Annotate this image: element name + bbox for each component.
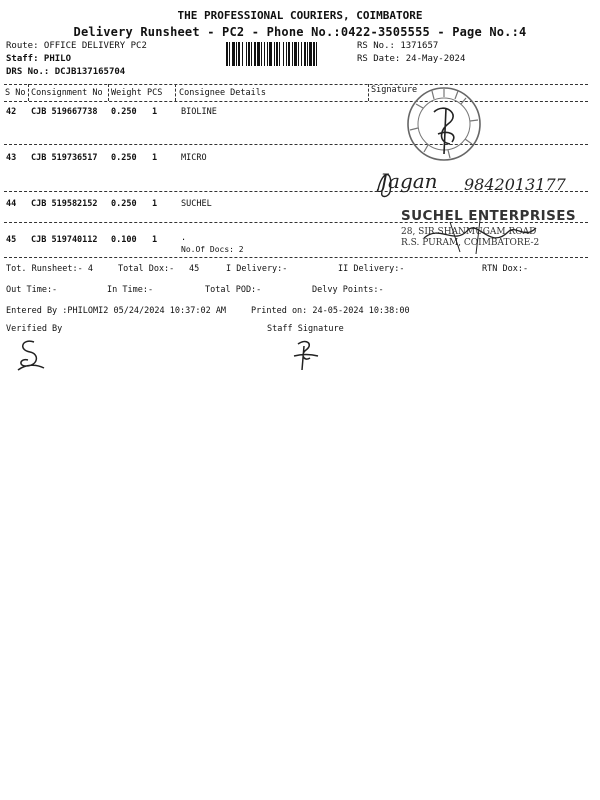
docs-count: No.Of Docs: 2 [181,245,244,254]
i-delivery: I Delivery:- [226,264,288,274]
col-header-consignment: Consignment No [31,88,103,98]
barcode-bar [309,42,312,66]
table-row-sno: 44 [6,199,17,209]
route-label: Route: OFFICE DELIVERY PC2 [6,41,147,51]
barcode-bar [304,42,306,66]
barcode-bar [248,42,250,66]
barcode-bar [236,42,237,66]
total-pod: Total POD:- [205,285,262,295]
company-title: THE PROFESSIONAL COURIERS, COIMBATORE [177,9,423,22]
in-time: In Time:- [107,285,154,295]
table-row-consignment: CJB 519582152 [31,199,98,209]
table-row-pcs: 1 [152,199,158,209]
barcode-bar [313,42,315,66]
col-divider [175,84,176,101]
handwritten-phone: 9842013177 [464,175,566,194]
barcode [226,42,352,66]
stamp-signature-scribble [420,216,540,256]
barcode-bar [292,42,293,66]
table-row-consignee: BIOLINE [181,107,217,117]
verified-by-label: Verified By [6,324,63,334]
barcode-bar [298,42,299,66]
barcode-bar [267,42,268,66]
row-rule [4,144,588,145]
table-row-consignee: SUCHEL [181,199,212,209]
barcode-bar [261,42,262,66]
table-row-consignment: CJB 519736517 [31,153,98,163]
rtn-dox: RTN Dox:- [482,264,529,274]
barcode-bar [242,42,243,66]
barcode-bar [286,42,287,66]
barcode-bar [251,42,252,66]
handwritten-name-phone [376,160,596,200]
table-row-weight: 0.250 [111,199,137,209]
col-header-signature: Signature [371,85,418,95]
printed-on: Printed on: 24-05-2024 10:38:00 [251,306,410,316]
drs-number: DRS No.: DCJB137165704 [6,67,126,77]
barcode-bar [257,42,260,66]
tot-runsheet: Tot. Runsheet:- 4 [6,264,93,274]
barcode-bar [254,42,256,66]
barcode-bar [276,42,278,66]
barcode-bar [264,42,265,66]
table-row-weight: 0.250 [111,153,137,163]
col-divider [28,84,29,101]
col-divider [108,84,109,101]
table-row-consignee: MICRO [181,153,207,163]
table-row-pcs: 1 [152,153,158,163]
table-top-rule [4,84,588,85]
staff-signature-mark [290,336,320,372]
col-header-pcs: PCS [147,88,163,98]
col-header-sno: S No [5,88,26,98]
entered-by: Entered By :PHILOMI2 05/24/2024 10:37:02 AM [6,306,227,316]
col-header-consignee: Consignee Details [179,88,266,98]
delvy-points: Delvy Points:- [312,285,384,295]
table-row-sno: 42 [6,107,17,117]
stamp-line-1: SUCHEL ENTERPRISES [401,208,576,224]
barcode-bar [283,42,284,66]
barcode-bar [238,42,240,66]
table-row-sno: 45 [6,235,17,245]
table-row-weight: 0.250 [111,107,137,117]
total-dox-label: Total Dox:- [118,264,175,274]
stamp-line-2: 28, SIR SHANMUGAM ROAD [401,227,537,237]
table-header-rule [4,101,588,102]
company-seal-icon [404,84,484,164]
table-bottom-rule [4,257,588,258]
rs-date: RS Date: 24-May-2024 [357,54,466,64]
table-row-pcs: 1 [152,107,158,117]
barcode-bar [279,42,280,66]
ii-delivery: II Delivery:- [338,264,405,274]
total-dox-value: 45 [189,264,200,274]
table-row-consignment: CJB 519667738 [31,107,98,117]
barcode-bar [307,42,308,66]
table-row-pcs: 1 [152,235,158,245]
col-header-weight: Weight [111,88,142,98]
table-row-consignee: . [181,233,187,243]
barcode-bar [274,42,275,66]
barcode-bar [229,42,230,66]
verified-signature [12,336,48,372]
col-divider [368,84,369,101]
handwritten-name: Jagan [380,169,438,193]
staff-signature-label: Staff Signature [267,324,344,334]
barcode-bar [288,42,290,66]
table-row-consignment: CJB 519740112 [31,235,98,245]
stamp-line-3: R.S. PURAM, COIMBATORE-2 [401,238,540,248]
barcode-bar [316,42,317,66]
table-row-weight: 0.100 [111,235,137,245]
barcode-bar [246,42,247,66]
barcode-bar [232,42,235,66]
barcode-bar [269,42,272,66]
table-row-sno: 43 [6,153,17,163]
barcode-bar [294,42,297,66]
out-time: Out Time:- [6,285,58,295]
barcode-bar [226,42,228,66]
barcode-bar [301,42,302,66]
staff-label: Staff: PHILO [6,54,72,64]
rs-number: RS No.: 1371657 [357,41,439,51]
runsheet-title: Delivery Runsheet - PC2 - Phone No.:0422-3505555 - Page No.:4 [73,25,527,39]
